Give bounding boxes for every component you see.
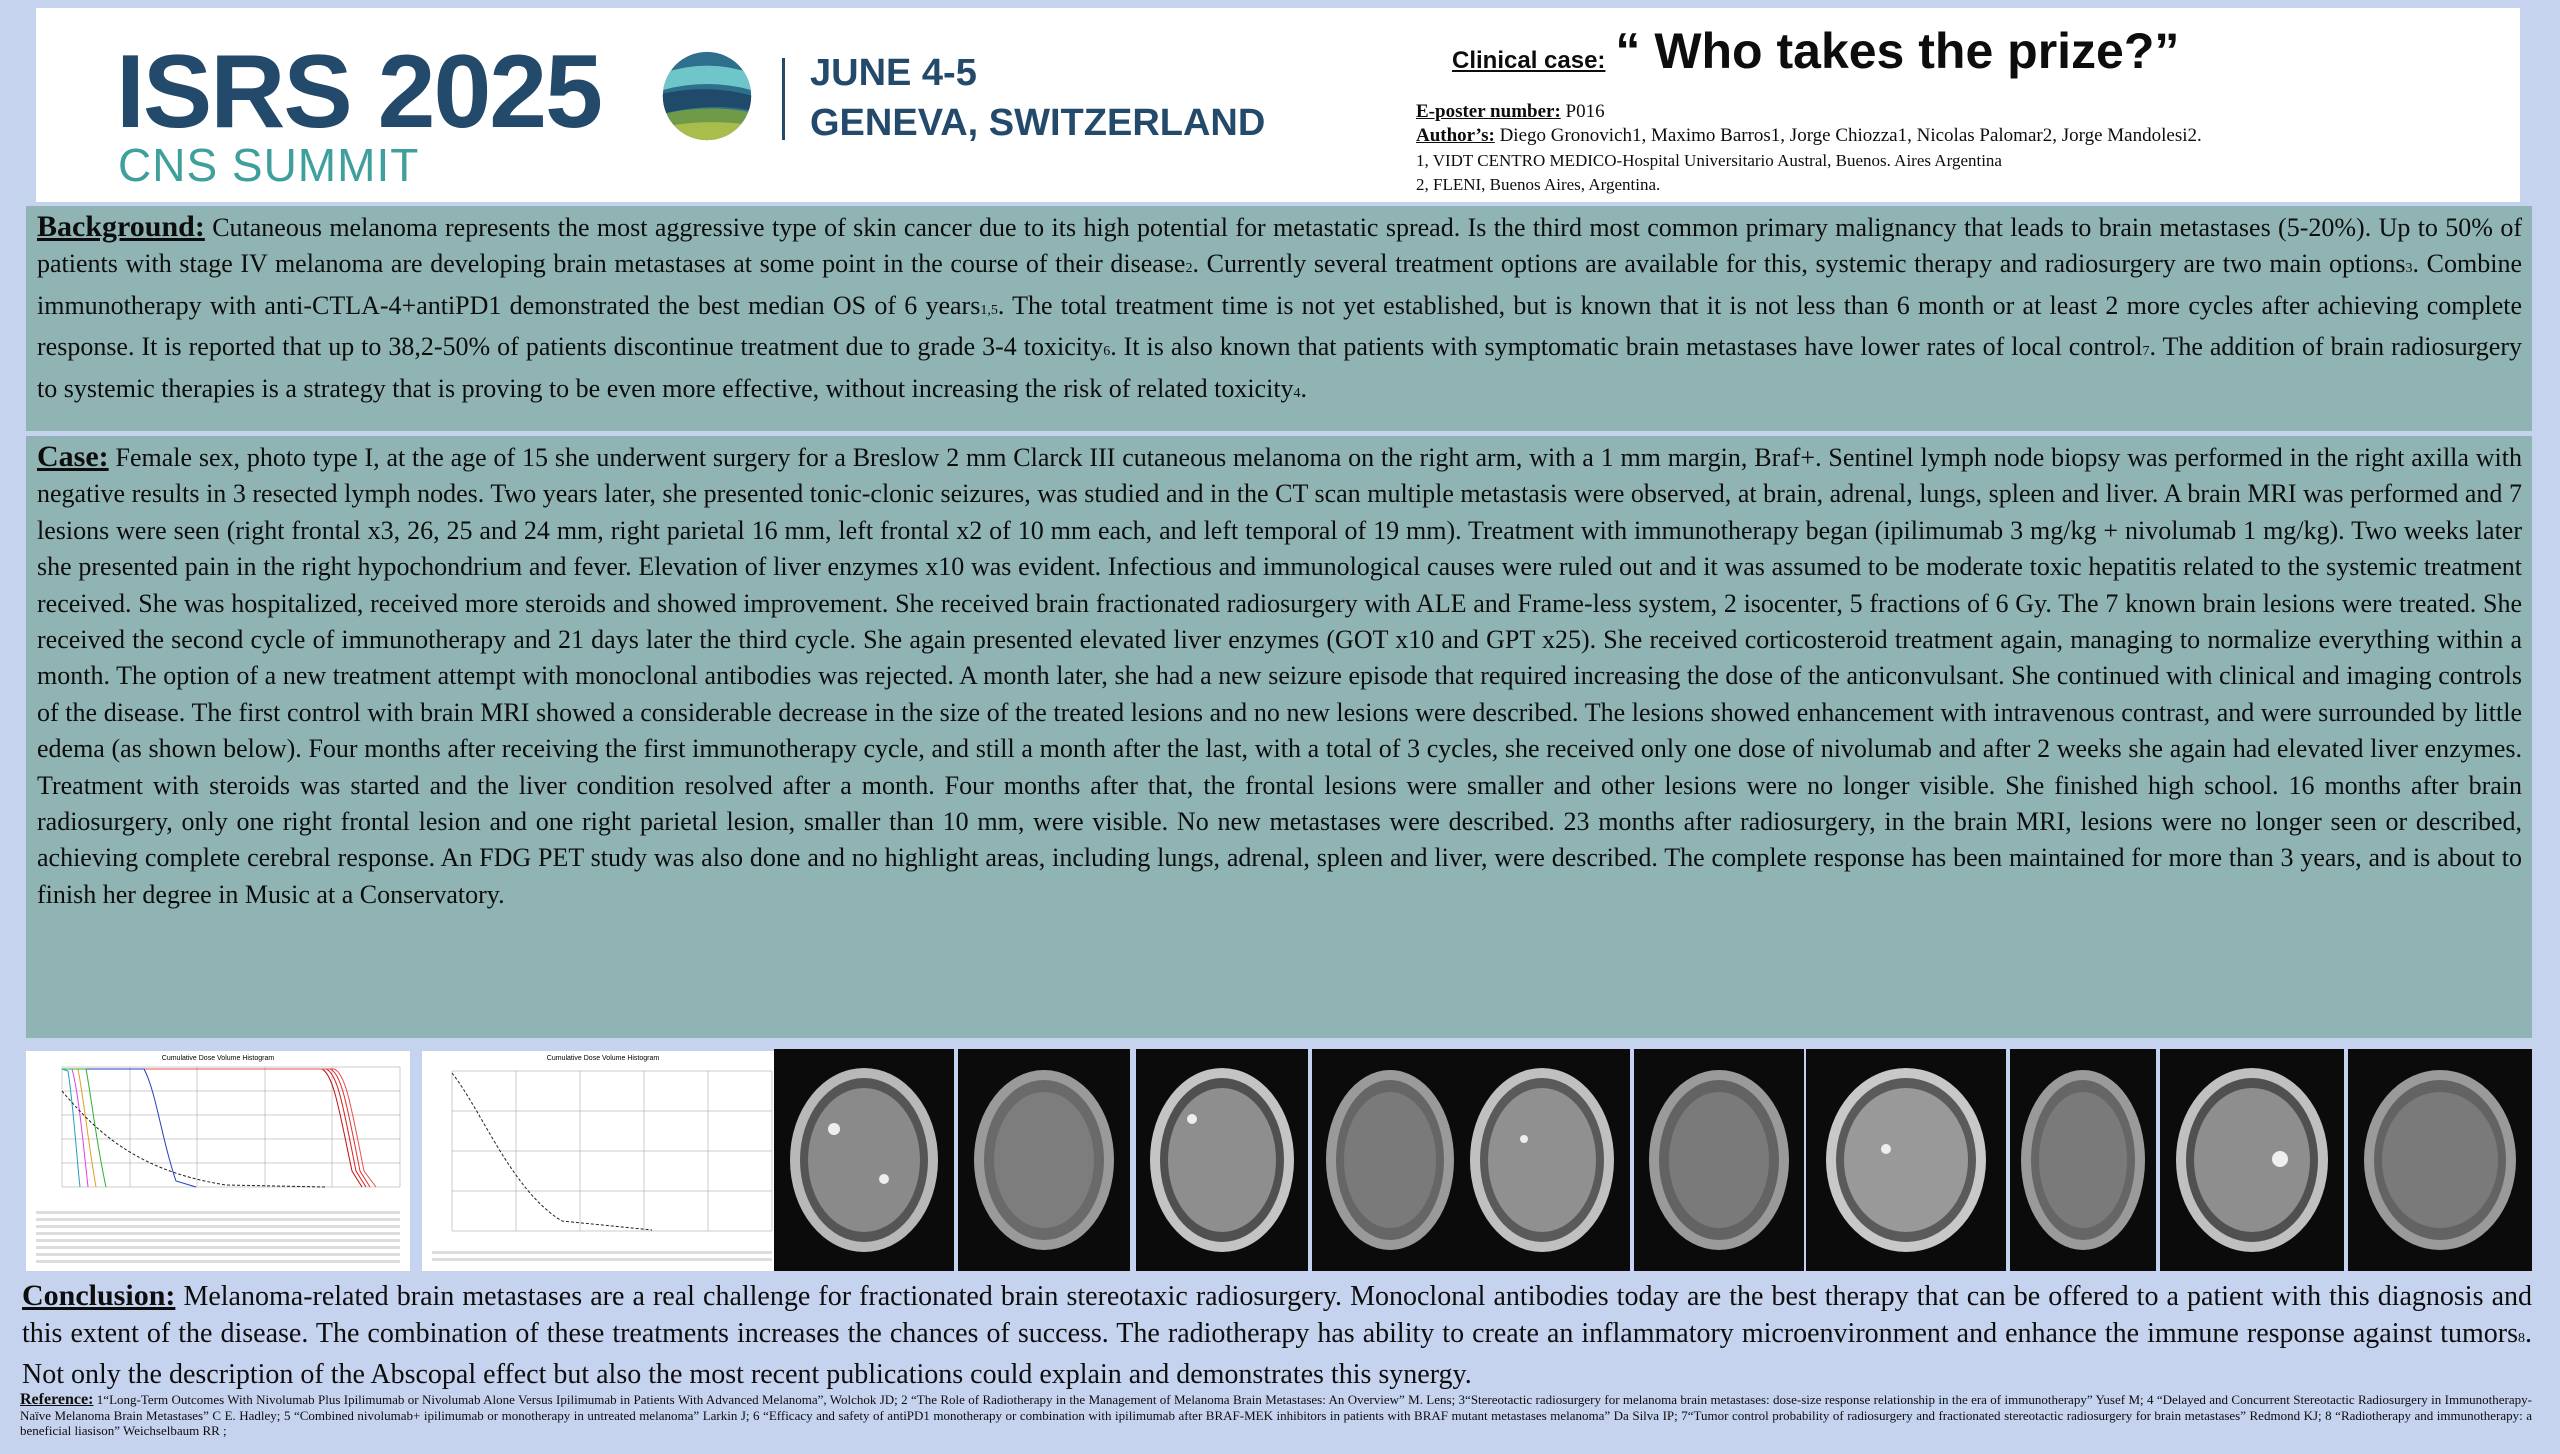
affiliation-2: 2, FLENI, Buenos Aires, Argentina.: [1416, 175, 1661, 194]
case-title: “ Who takes the prize?”: [1615, 23, 2180, 79]
conclusion-section: [22, 1278, 2532, 1394]
affiliation-1: 1, VIDT CENTRO MEDICO-Hospital Universitario Austral, Buenos. Aires Argentina: [1416, 151, 2002, 170]
mri-scan-1: [774, 1049, 954, 1271]
background-citation-6: 4: [1293, 385, 1301, 401]
mri-scan-5: [1454, 1049, 1630, 1271]
background-text-2: . Currently several treatment options are available for this, systemic therapy and radiosurgery are two main options: [1192, 249, 2406, 279]
reference-heading: Reference:: [20, 1391, 94, 1408]
case-heading: Case:: [37, 440, 109, 473]
dvh-chart-1-curves: [62, 1069, 376, 1187]
authors-line: [1416, 125, 2202, 147]
dvh-chart-2-title: Cumulative Dose Volume Histogram: [546, 1055, 660, 1062]
background-heading: Background:: [37, 210, 205, 243]
background-citation-2: 3: [2405, 261, 2413, 277]
conclusion-text-1: Melanoma-related brain metastases are a real challenge for fractionated brain stereotaxic radiosurgery. Monoclonal antibodies today are the best therapy that can be offered to a patient with this diagnosis and this extent of the disease. The combination of these treatments increases the chances of success. The radiotherapy has ability to create an inflammatory microenvironment and enhance the immune response against tumors: [22, 1281, 2532, 1349]
logo-subtitle: CNS SUMMIT: [118, 139, 420, 191]
background-text-7: .: [1300, 373, 1308, 403]
case-label: Clinical case:: [1452, 47, 1606, 74]
dvh-chart-1-table: [36, 1211, 400, 1263]
logo-wordmark: ISRS 2025: [116, 34, 601, 150]
mri-scan-9: [2160, 1049, 2344, 1271]
mri-scan-3: [1136, 1049, 1308, 1271]
event-location: GENEVA, SWITZERLAND: [810, 102, 1266, 144]
background-text-6: . The addition of brain radiosurgery to systemic therapies is a strategy that is proving to be even more effective, without increasing the risk of related toxicity: [37, 332, 2523, 403]
case-title-line: [1452, 22, 2179, 80]
background-citation-3: 1,5: [980, 302, 998, 318]
mri-scan-4: [1312, 1049, 1468, 1271]
mri-scan-10: [2348, 1049, 2532, 1271]
event-date: JUNE 4-5: [810, 52, 977, 94]
dvh-chart-2-table: [432, 1251, 772, 1261]
background-section: [26, 206, 2532, 431]
mri-scan-8: [2010, 1049, 2156, 1271]
authors: Diego Gronovich1, Maximo Barros1, Jorge Chiozza1, Nicolas Palomar2, Jorge Mandolesi2.: [1499, 125, 2202, 146]
conclusion-text-2: . Not only the description of the Abscopal effect but also the most recent publications could explain and demonstrates this synergy.: [22, 1317, 2532, 1390]
dvh-chart-1-title: Cumulative Dose Volume Histogram: [161, 1055, 275, 1062]
background-citation-1: 2: [1185, 261, 1193, 277]
logo-divider: [782, 58, 785, 140]
case-section: [26, 436, 2532, 1038]
background-text-3: . Combine immunotherapy with anti-CTLA-4+antiPD1 demonstrated the best median OS of 6 years: [37, 249, 2522, 320]
background-citation-4: 6: [1103, 344, 1111, 360]
authors-label: Author’s:: [1416, 125, 1495, 146]
poster-number: P016: [1565, 101, 1605, 122]
background-citation-5: 7: [2142, 344, 2150, 360]
reference-text: 1“Long-Term Outcomes With Nivolumab Plus Ipilimumab or Nivolumab Alone Versus Ipilimumab in Patients With Advanced Melanoma”, Wolchok JD; 2 “The Role of Radiotherapy in the Management of Melanoma Brain Metastases: An Overview” M. Lens; 3“Stereotactic radiosurgery for melanoma brain metastases: dose-size response relationship in the era of immunotherapy” Yusef M; 4 “Delayed and Concurrent Stereotactic Radiosurgery in Immunotherapy-Naïve Melanoma Brain Metastases” C E. Hadley; 5 “Combined nivolumab+ ipilimumab or monotherapy in untreated melanoma” Larkin J; 6 “Efficacy and safety of antiPD1 monotherapy or combination with ipilimumab after BRAF-MEK inhibitors in patients with BRAF mutant metastases melanoma” Da Silva IP; 7“Tumor control probability of radiosurgery and fractionated stereotactic radiosurgery for brain metastases” Redmond KJ; 8 “Radiotherapy and immunotherapy: a beneficial liasison” Weichselbaum RR ;: [20, 1392, 2532, 1438]
mri-scan-6: [1634, 1049, 1804, 1271]
background-text-1: Cutaneous melanoma represents the most aggressive type of skin cancer due to its high potential for metastatic spread. Is the third most common primary malignancy that leads to brain metastases (5-20%). Up to 50% of patients with stage IV melanoma are developing brain metastases at some point in the course of their disease: [37, 213, 2522, 279]
figures-row: [26, 1045, 2532, 1275]
dvh-chart-2-curve: [452, 1073, 652, 1230]
globe-logo-icon: [661, 50, 753, 142]
conclusion-heading: Conclusion:: [22, 1279, 176, 1312]
conclusion-citation-1: 8: [2518, 1330, 2525, 1346]
dvh-chart-1: [26, 1051, 410, 1271]
mri-scan-2: [958, 1049, 1130, 1271]
dvh-chart-1-grid: [62, 1067, 400, 1187]
poster-header: [36, 8, 2520, 202]
reference-section: [20, 1392, 2532, 1439]
background-text-4: . The total treatment time is not yet established, but is known that it is not less than 6 month or at least 2 more cycles after achieving complete response. It is reported that up to 38,2-50% of patients discontinue treatment due to grade 3-4 toxicity: [37, 290, 2522, 362]
case-text: Female sex, photo type I, at the age of 15 she underwent surgery for a Breslow 2 mm Clarck III cutaneous melanoma on the right arm, with a 1 mm margin, Braf+. Sentinel lymph node biopsy was performed in the right axilla with negative results in 3 resected lymph nodes. Two years later, she presented tonic-clonic seizures, was studied and in the CT scan multiple metastasis were observed, at brain, adrenal, lungs, spleen and liver. A brain MRI was performed and 7 lesions were seen (right frontal x3, 26, 25 and 24 mm, right parietal 16 mm, left frontal x2 of 10 mm each, and left temporal of 19 mm). Treatment with immunotherapy began (ipilimumab 3 mg/kg + nivolumab 1 mg/kg). Two weeks later she presented pain in the right hypochondrium and fever. Elevation of liver enzymes x10 was evident. Infectious and immunological causes were ruled out and it was assumed to be moderate toxic hepatitis related to the systemic treatment received. She was hospitalized, received more steroids and showed improvement. She received brain fractionated radiosurgery with ALE and Frame-less system, 2 isocenter, 5 fractions of 6 Gy. The 7 known brain lesions were treated. She received the second cycle of immunotherapy and 21 days later the third cycle. She again presented elevated liver enzymes (GOT x10 and GPT x25). She received corticosteroid treatment again, managing to normalize everything within a month. The option of a new treatment attempt with monoclonal antibodies was rejected. A month later, she had a new seizure episode that required increasing the dose of the anticonvulsant. She continued with clinical and imaging controls of the disease. The first control with brain MRI showed a considerable decrease in the size of the treated lesions and no new lesions were described. The lesions showed enhancement with intravenous contrast, and were surrounded by little edema (as shown below). Four months after receiving the first immunotherapy cycle, and still a month after the last, with a total of 3 cycles, she received only one dose of nivolumab and after 2 weeks she again had elevated liver enzymes. Treatment with steroids was started and the liver condition resolved after a month. Four months after that, the frontal lesions were smaller and other lesions were no longer visible. She finished high school. 16 months after brain radiosurgery, only one right frontal lesion and one right parietal lesion, smaller than 10 mm, were visible. No new metastases were described. 23 months after radiosurgery, in the brain MRI, lesions were no longer seen or described, achieving complete cerebral response. An FDG PET study was also done and no highlight areas, including lungs, adrenal, spleen and liver, were described. The complete response has been maintained for more than 3 years, and is about to finish her degree in Music at a Conservatory.: [37, 443, 2522, 909]
background-text-5: . It is also known that patients with symptomatic brain metastases have lower rates of local control: [1110, 332, 2143, 362]
dvh-chart-2: [422, 1051, 784, 1271]
mri-scan-7: [1806, 1049, 2006, 1271]
poster-number-label: E-poster number:: [1416, 101, 1561, 122]
poster-number-line: [1416, 101, 1605, 123]
